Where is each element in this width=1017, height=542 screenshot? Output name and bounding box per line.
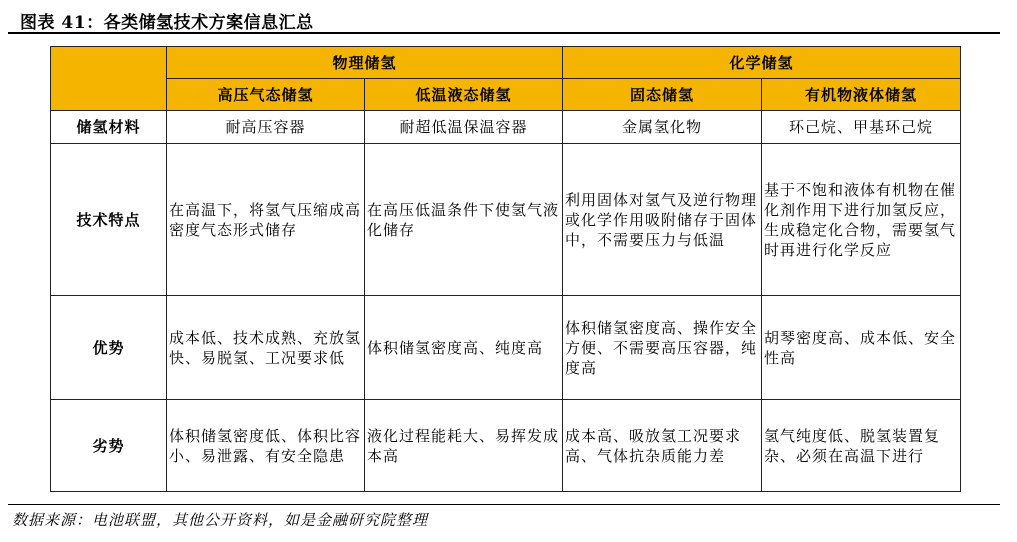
sub-header-solid-state: 固态储氢 [563, 79, 762, 111]
sub-header-low-temp-liquid: 低温液态储氢 [365, 79, 563, 111]
table-cell: 利用固体对氢气及逆行物理或化学作用吸附储存于固体中，不需要压力与低温 [563, 144, 762, 296]
table-row-disadvantages [51, 400, 961, 492]
table-row-material [51, 111, 961, 144]
sub-header-organic-liquid: 有机物液体储氢 [762, 79, 961, 111]
table-cell: 在高压低温条件下使氢气液化储存 [365, 144, 563, 296]
table-cell: 胡琴密度高、成本低、安全性高 [762, 296, 961, 400]
table-cell: 环己烷、甲基环己烷 [762, 111, 961, 144]
table-cell: 体积储氢密度高、纯度高 [365, 296, 563, 400]
group-header-physical: 物理储氢 [167, 47, 563, 79]
row-label-material: 储氢材料 [51, 111, 167, 144]
table-cell: 氢气纯度低、脱氢装置复杂、必须在高温下进行 [762, 400, 961, 492]
table-cell: 耐超低温保温容器 [365, 111, 563, 144]
table-row-advantages [51, 296, 961, 400]
source-note: 数据来源：电池联盟，其他公开资料，如是金融研究院整理 [12, 511, 429, 529]
group-header-row [51, 47, 961, 79]
table-cell: 基于不饱和液体有机物在催化剂作用下进行加氢反应，生成稳定化合物，需要氢气时再进行化学反应 [762, 144, 961, 296]
group-header-chemical: 化学储氢 [563, 47, 961, 79]
row-label-disadvantages: 劣势 [51, 400, 167, 492]
row-label-advantages: 优势 [51, 296, 167, 400]
table-cell: 体积储氢密度高、操作安全方便、不需要高压容器，纯度高 [563, 296, 762, 400]
title-bar [8, 4, 1000, 34]
table-cell: 耐高压容器 [167, 111, 365, 144]
table-cell: 液化过程能耗大、易挥发成本高 [365, 400, 563, 492]
sub-header-high-pressure-gas: 高压气态储氢 [167, 79, 365, 111]
table-cell: 体积储氢密度低、体积比容小、易泄露、有安全隐患 [167, 400, 365, 492]
figure-title: 图表 41：各类储氢技术方案信息汇总 [20, 13, 314, 33]
row-label-features: 技术特点 [51, 144, 167, 296]
sub-header-row [51, 79, 961, 111]
table-row-features [51, 144, 961, 296]
table-cell: 成本低、技术成熟、充放氢快、易脱氢、工况要求低 [167, 296, 365, 400]
table-cell: 在高温下，将氢气压缩成高密度气态形式储存 [167, 144, 365, 296]
footer-divider [8, 504, 1000, 505]
corner-header-cell [51, 47, 167, 111]
table-cell: 成本高、吸放氢工况要求高、气体抗杂质能力差 [563, 400, 762, 492]
table-cell: 金属氢化物 [563, 111, 762, 144]
hydrogen-storage-table [50, 46, 961, 492]
